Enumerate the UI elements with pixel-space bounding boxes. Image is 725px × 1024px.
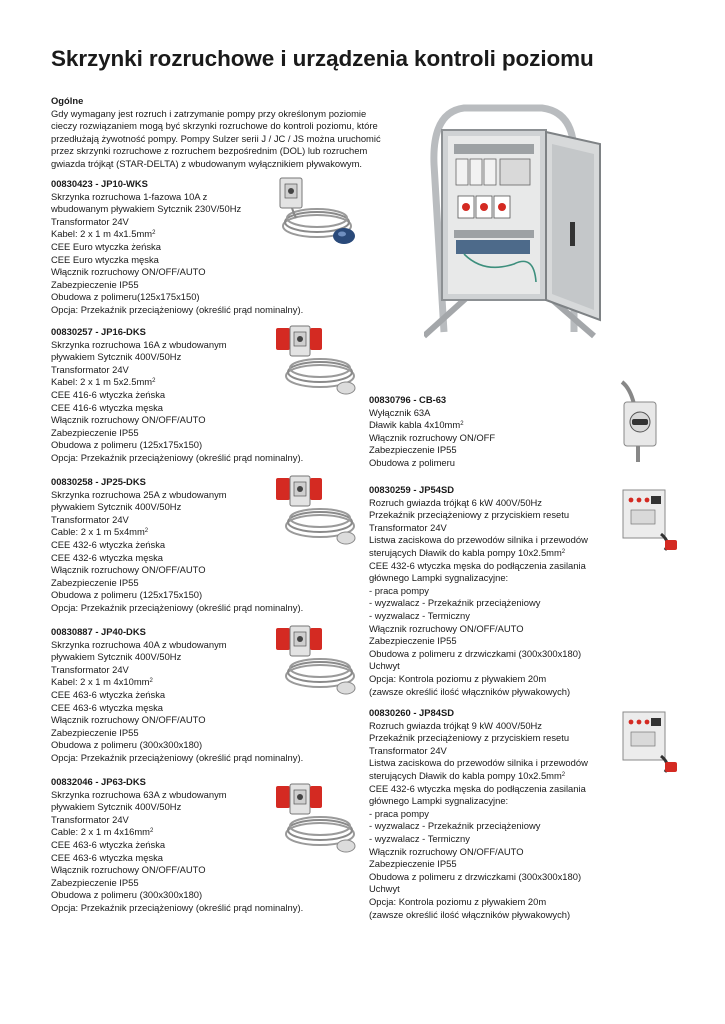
product-spec: Obudowa z polimeru bbox=[369, 456, 455, 468]
product-spec: - wyzwalacz - Termiczny bbox=[369, 609, 470, 621]
product-spec: Obudowa z polimeru (125x175x150) bbox=[51, 439, 203, 451]
product-spec: Obudowa z polimeru (300x300x180) bbox=[51, 739, 203, 751]
product-spec: Skrzynka rozruchowa 25A z wbudowanym bbox=[51, 488, 227, 500]
product-spec: Włącznik rozruchowy ON/OFF/AUTO bbox=[51, 864, 206, 876]
product-spec: Obudowa z polimeru(125x175x150) bbox=[51, 291, 200, 303]
product-spec: Przekaźnik przeciążeniowy z przyciskiem resetu bbox=[369, 732, 570, 744]
product-spec: Opcja: Przekaźnik przeciążeniowy (określić prąd nominalny). bbox=[51, 751, 304, 763]
product-spec: Uchwyt bbox=[369, 660, 400, 672]
product-spec: Włącznik rozruchowy ON/OFF/AUTO bbox=[51, 266, 206, 278]
product-spec: CEE 432-6 wtyczka męska bbox=[51, 551, 164, 563]
product-code: 00830257 - JP16-DKS bbox=[51, 326, 146, 337]
product-spec: (zawsze określić ilość włączników pływakowych) bbox=[369, 685, 571, 697]
product-spec: Obudowa z polimeru (300x300x180) bbox=[51, 889, 203, 901]
product-spec: CEE 463-6 wtyczka żeńska bbox=[51, 688, 166, 700]
product-spec: Opcja: Kontrola poziomu z pływakiem 20m bbox=[369, 895, 547, 907]
product-spec: CEE 432-6 wtyczka żeńska bbox=[51, 538, 166, 550]
product-spec: CEE 463-6 wtyczka męska bbox=[51, 701, 164, 713]
product-spec: Opcja: Przekaźnik przeciążeniowy (określić prąd nominalny). bbox=[51, 303, 304, 315]
product-spec: Transformator 24V bbox=[51, 363, 129, 375]
product-spec: Cable: 2 x 1 m $5x4mm^2$ bbox=[51, 526, 149, 538]
electrical-cabinet-image bbox=[424, 104, 604, 340]
product-spec: Zabezpieczenie IP55 bbox=[369, 444, 457, 456]
product-spec: Transformator 24V bbox=[369, 744, 447, 756]
product-code: 00830887 - JP40-DKS bbox=[51, 626, 146, 637]
product-spec: Skrzynka rozruchowa 16A z wbudowanym bbox=[51, 338, 227, 350]
product-spec: głównego Lampki sygnalizacyjne: bbox=[369, 795, 509, 807]
product-spec: Zabezpieczenie IP55 bbox=[51, 876, 139, 888]
product-spec: pływakiem Sytcznik 400V/50Hz bbox=[51, 651, 182, 663]
page-title: Skrzynki rozruchowe i urządzenia kontroli poziomu bbox=[51, 46, 594, 71]
product-spec: Zabezpieczenie IP55 bbox=[369, 858, 457, 870]
product-spec: Skrzynka rozruchowa 63A z wbudowanym bbox=[51, 788, 227, 800]
product-spec: Transformator 24V bbox=[51, 215, 129, 227]
product-spec: sterujących Dławik do kabla pompy $10x2.5mm^2$ bbox=[369, 769, 566, 781]
jp16-dks-image bbox=[272, 322, 362, 398]
product-spec: CEE 432-6 wtyczka męska do podłączenia zasilania bbox=[369, 559, 586, 571]
product-jp84sd bbox=[369, 707, 588, 921]
product-spec: - praca pompy bbox=[369, 584, 429, 596]
product-spec: Transformator 24V bbox=[51, 513, 129, 525]
product-code: 00832046 - JP63-DKS bbox=[51, 776, 146, 787]
product-code: 00830423 - JP10-WKS bbox=[51, 178, 148, 189]
product-spec: wbudowanym pływakiem Sytcznik 230V/50Hz bbox=[51, 203, 242, 215]
product-spec: Włącznik rozruchowy ON/OFF/AUTO bbox=[51, 714, 206, 726]
product-spec: Włącznik rozruchowy ON/OFF/AUTO bbox=[369, 845, 524, 857]
product-spec: Skrzynka rozruchowa 40A z wbudowanym bbox=[51, 638, 227, 650]
product-spec: Skrzynka rozruchowa 1-fazowa 10A z bbox=[51, 190, 208, 202]
product-spec: Obudowa z polimeru z drzwiczkami (300x300x180) bbox=[369, 647, 582, 659]
intro-line: przez skrzynki rozruchowe z rozruchem bezpośrednim (DOL) lub rozruchem bbox=[51, 145, 368, 157]
product-spec: Cable: 2 x 1 m $4x16mm^2$ bbox=[51, 826, 154, 838]
product-spec: Transformator 24V bbox=[51, 813, 129, 825]
product-spec: Przekaźnik przeciążeniowy z przyciskiem resetu bbox=[369, 509, 570, 521]
product-spec: CEE 432-6 wtyczka męska do podłączenia zasilania bbox=[369, 782, 586, 794]
intro-heading: Ogólne bbox=[51, 95, 84, 106]
jp10-wks-image bbox=[272, 174, 362, 250]
product-spec: CEE 463-6 wtyczka żeńska bbox=[51, 838, 166, 850]
product-spec: CEE 416-6 wtyczka męska bbox=[51, 401, 164, 413]
product-spec: Listwa zaciskowa do przewodów silnika i przewodów bbox=[369, 757, 588, 769]
intro-section bbox=[51, 95, 381, 171]
product-spec: Opcja: Przekaźnik przeciążeniowy (określić prąd nominalny). bbox=[51, 901, 304, 913]
product-spec: Listwa zaciskowa do przewodów silnika i przewodów bbox=[369, 534, 588, 546]
product-code: 00830259 - JP54SD bbox=[369, 484, 454, 495]
product-spec: Kabel: 2 x 1 m $5x2.5mm^2$ bbox=[51, 376, 156, 388]
product-spec: Włącznik rozruchowy ON/OFF/AUTO bbox=[51, 414, 206, 426]
product-jp10-wks bbox=[51, 178, 303, 317]
product-spec: Włącznik rozruchowy ON/OFF/AUTO bbox=[51, 564, 206, 576]
product-spec: - praca pompy bbox=[369, 807, 429, 819]
product-spec: Wyłącznik 63A bbox=[369, 406, 431, 418]
product-spec: głównego Lampki sygnalizacyjne: bbox=[369, 572, 509, 584]
cb-63-switch-image bbox=[614, 380, 664, 470]
product-spec: Transformator 24V bbox=[51, 663, 129, 675]
product-code: 00830796 - CB-63 bbox=[369, 394, 447, 405]
product-jp40-dks bbox=[51, 626, 303, 765]
product-spec: Rozruch gwiazda trójkąt 6 kW 400V/50Hz bbox=[369, 496, 542, 508]
product-spec: sterujących Dławik do kabla pompy $10x2.5mm^2$ bbox=[369, 546, 566, 558]
product-spec: Opcja: Przekaźnik przeciążeniowy (określić prąd nominalny). bbox=[51, 601, 304, 613]
product-spec: Włącznik rozruchowy ON/OFF/AUTO bbox=[369, 622, 524, 634]
jp84sd-box-image bbox=[621, 708, 679, 776]
jp25-dks-image bbox=[272, 472, 362, 548]
jp63-dks-image bbox=[272, 780, 362, 856]
jp54sd-box-image bbox=[621, 486, 679, 554]
product-spec: Rozruch gwiazda trójkąt 9 kW 400V/50Hz bbox=[369, 719, 542, 731]
product-spec: Obudowa z polimeru z drzwiczkami (300x300x180) bbox=[369, 870, 582, 882]
product-spec: Zabezpieczenie IP55 bbox=[51, 426, 139, 438]
product-spec: (zawsze określić ilość włączników pływakowych) bbox=[369, 908, 571, 920]
product-spec: pływakiem Sytcznik 400V/50Hz bbox=[51, 801, 182, 813]
product-spec: Zabezpieczenie IP55 bbox=[51, 278, 139, 290]
product-spec: pływakiem Sytcznik 400V/50Hz bbox=[51, 501, 182, 513]
product-spec: pływakiem Sytcznik 400V/50Hz bbox=[51, 351, 182, 363]
product-spec: - wyzwalacz - Termiczny bbox=[369, 832, 470, 844]
product-spec: Opcja: Kontrola poziomu z pływakiem 20m bbox=[369, 672, 547, 684]
product-spec: Opcja: Przekaźnik przeciążeniowy (określić prąd nominalny). bbox=[51, 451, 304, 463]
product-spec: CEE 416-6 wtyczka żeńska bbox=[51, 388, 166, 400]
product-spec: Dławik kabla $4x10mm^2$ bbox=[369, 419, 464, 431]
product-spec: CEE Euro wtyczka męska bbox=[51, 253, 159, 265]
product-spec: Zabezpieczenie IP55 bbox=[51, 726, 139, 738]
intro-line: przedłużają żywotność pompy. Pompy Sulzer serii J / JC / JS można uruchomić bbox=[51, 132, 381, 144]
product-spec: Zabezpieczenie IP55 bbox=[51, 576, 139, 588]
intro-line: cieczy rozwiązaniem mogą być skrzynki rozruchowe do kontroli poziomu, które bbox=[51, 120, 378, 132]
product-spec: Transformator 24V bbox=[369, 521, 447, 533]
product-cb-63 bbox=[369, 394, 495, 470]
product-spec: - wyzwalacz - Przekaźnik przeciążeniowy bbox=[369, 820, 541, 832]
product-spec: Zabezpieczenie IP55 bbox=[369, 635, 457, 647]
product-spec: Włącznik rozruchowy ON/OFF bbox=[369, 431, 496, 443]
product-jp54sd bbox=[369, 484, 588, 698]
product-code: 00830258 - JP25-DKS bbox=[51, 476, 146, 487]
product-spec: CEE 463-6 wtyczka męska bbox=[51, 851, 164, 863]
product-jp25-dks bbox=[51, 476, 303, 615]
product-spec: CEE Euro wtyczka żeńska bbox=[51, 240, 161, 252]
product-jp63-dks bbox=[51, 776, 303, 915]
product-code: 00830260 - JP84SD bbox=[369, 707, 454, 718]
jp40-dks-image bbox=[272, 622, 362, 698]
product-spec: Obudowa z polimeru (125x175x150) bbox=[51, 589, 203, 601]
product-spec: - wyzwalacz - Przekaźnik przeciążeniowy bbox=[369, 597, 541, 609]
product-jp16-dks bbox=[51, 326, 303, 465]
product-spec: Uchwyt bbox=[369, 883, 400, 895]
product-spec: Kabel: 2 x 1 m $4x10mm^2$ bbox=[51, 676, 153, 688]
intro-line: Gdy wymagany jest rozruch i zatrzymanie pompy przy określonym poziomie bbox=[51, 107, 367, 119]
intro-line: gwiazda trójkąt (STAR-DELTA) z wbudowanym wyłącznikiem pływakowym. bbox=[51, 157, 363, 169]
product-spec: Kabel: 2 x 1 m $4x1.5mm^2$ bbox=[51, 228, 156, 240]
